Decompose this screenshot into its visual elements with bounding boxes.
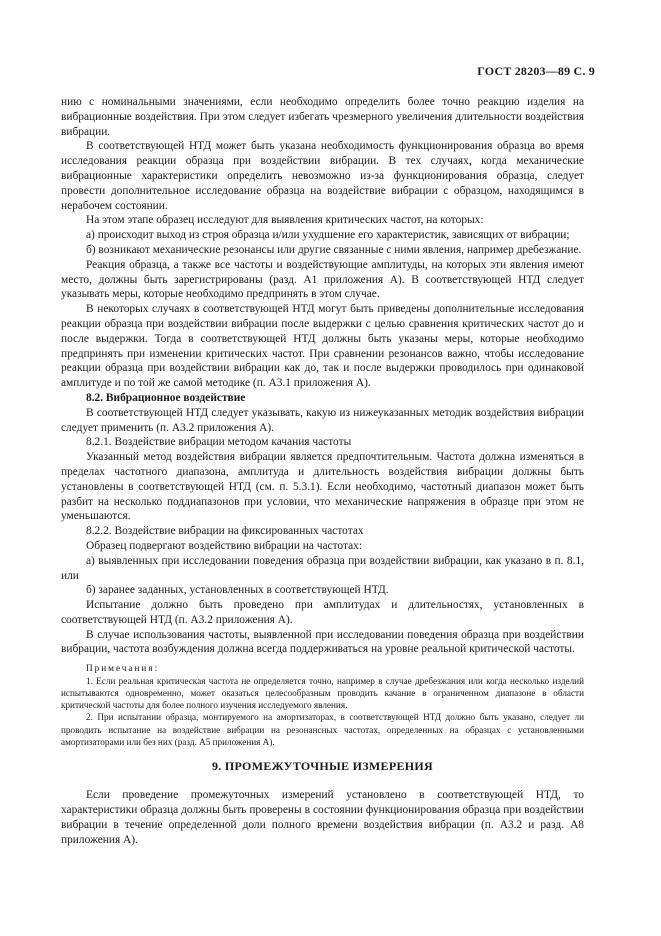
paragraph: Реакция образца, а также все частоты и воздействующие амплитуды, на которых эти явления имеют место, должны быть зарегистрированы (разд. А1 приложения А). В соответствующей НТД следует указывать меры, которые необходимо предпринять в этом случае. [61, 258, 584, 301]
document-body [61, 95, 584, 847]
paragraph: В соответствующей НТД следует указывать, какую из нижеуказанных методик воздействия вибрации следует применить (п. А3.2 приложения А). [61, 406, 584, 434]
subsection-heading: 8.2.2. Воздействие вибрации на фиксированных частотах [86, 525, 364, 538]
list-item: б) возникают механические резонансы или другие связанные с ними явления, например дребезжание. [86, 243, 582, 256]
paragraph: Испытание должно быть проведено при амплитудах и длительностях, установленных в соответствующей НТД (п. А3.2 приложения А). [61, 599, 584, 626]
notes-block [61, 662, 584, 748]
subsection-heading: 8.2.1. Воздействие вибрации методом качания частоты [86, 436, 352, 449]
list-item: а) выявленных при исследовании поведения образца при воздействии вибрации, как указано в п. 8.1, или [61, 554, 584, 582]
paragraph: Если проведение промежуточных измерений установлено в соответствующей НТД, то характеристики образца должны быть проверены в состоянии функционирования образца при воздействии вибрации в течение определенной доли полного времени воздействия вибрации (п. А3.2 и разд. А8 приложения А). [61, 789, 584, 846]
subsection-heading: 8.2. Вибрационное воздействие [86, 391, 246, 404]
paragraph: В соответствующей НТД может быть указана необходимость функционирования образца во время исследования реакции образца при воздействии вибрации. В тех случаях, когда механические вибрационные характеристики определить невозможно из-за функционирования образца, следует провести дополнительное исследование образца на воздействие вибрации с образцом, находящимся в нерабочем состоянии. [61, 140, 584, 212]
note-item: 2. При испытании образца, монтируемого на амортизаторах, в соответствующей НТД должно быть указано, следует ли проводить испытание на воздействие вибрации на резонансных частотах, определенных на образцах с установленными амортизаторами или без них (разд. А5 приложения А). [61, 712, 584, 748]
section-title: 9. ПРОМЕЖУТОЧНЫЕ ИЗМЕРЕНИЯ [211, 759, 434, 774]
paragraph: В случае использования частоты, выявленной при исследовании поведения образца при воздействии вибрации, частота возбуждения должна всегда поддерживаться на уровне реальной критической частоты. [61, 628, 584, 656]
page-header: ГОСТ 28203—89 С. 9 [477, 64, 595, 78]
paragraph: В некоторых случаях в соответствующей НТД могут быть приведены дополнительные исследования реакции образца при воздействии вибрации после выдержки с целью сравнения критических частот до и после выдержки. Тогда в соответствующей НТД должны быть указаны меры, которые необходимо предпринять при изменении критических частот. При сравнении резонансов важно, чтобы исследование реакции образца при воздействии вибрации как до, так и после выдержки проводилось при одинаковой амплитуде и по той же самой методике (п. А3.1 приложения А). [61, 303, 584, 390]
notes-title: Примечания: [86, 663, 160, 674]
paragraph: На этом этапе образец исследуют для выявления критических частот, на которых: [86, 214, 484, 227]
paragraph: Образец подвергают воздействию вибрации на частотах: [86, 539, 363, 552]
note-item: 1. Если реальная критическая частота не определяется точно, например в случае дребезжания или когда несколько изделий испытываются одновременно, может оказаться целесообразным проводить качание в ограниченном диапазоне в области критической частоты для более полного изучения исследуемого явления. [61, 675, 584, 711]
paragraph: Указанный метод воздействия вибрации является предпочтительным. Частота должна изменяться в пределах частотного диапазона, амплитуда и длительность воздействия вибрации должны быть установлены в соответствующей НТД (см. п. 5.3.1). Если необходимо, частотный диапазон может быть разбит на несколько поддиапазонов при условии, что механические напряжения в образце при этом не уменьшаются. [61, 451, 584, 523]
paragraph: нию с номинальными значениями, если необходимо определить более точно реакцию изделия на вибрационные воздействия. При этом следует избегать чрезмерного увеличения длительности воздействия вибрации. [61, 96, 584, 138]
list-item: а) происходит выход из строя образца и/или ухудшение его характеристик, зависящих от вибрации; [86, 229, 570, 242]
list-item: б) заранее заданных, установленных в соответствующей НТД. [86, 584, 389, 597]
